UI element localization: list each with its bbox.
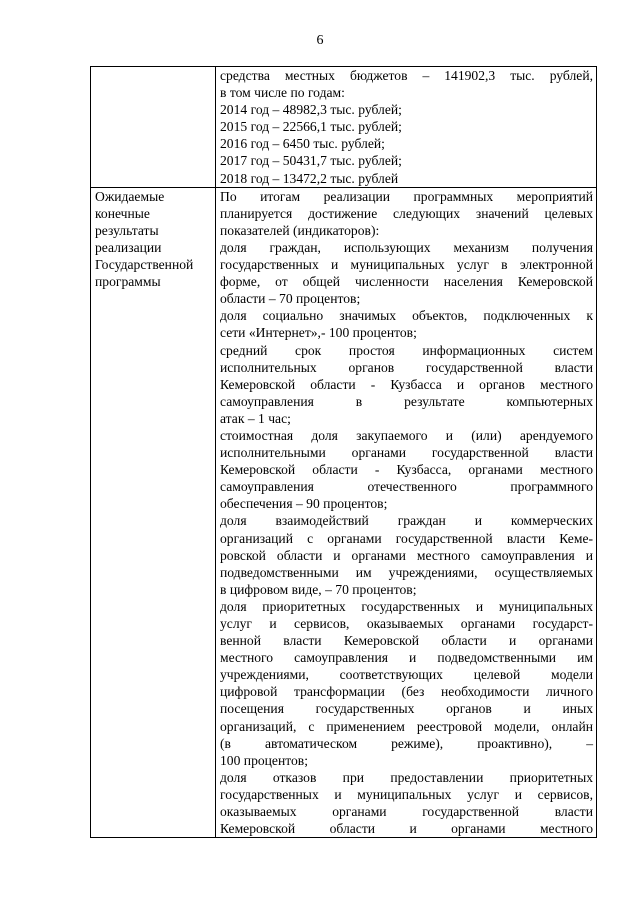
text-line: государственных и муниципальных услуг и сервисов, xyxy=(220,786,593,802)
text-line: услуг и сервисов, оказываемых органами государст- xyxy=(220,616,593,631)
text-line: 2015 год – 22566,1 тыс. рублей; xyxy=(220,119,402,135)
text-line: планируется достижение следующих значений целевых xyxy=(220,205,593,221)
text-line: доля отказов при предоставлении приоритетных xyxy=(220,769,593,785)
text-line: исполнительными органами государственной власти xyxy=(220,445,593,461)
page-number: 6 xyxy=(316,33,324,48)
text-line: посещения государственных органов и иных xyxy=(220,701,593,717)
text-line: сети «Интернет»,- 100 процентов; xyxy=(220,325,417,341)
text-line: доля взаимодействий граждан и коммерческих xyxy=(220,513,593,529)
text-line: организаций, с применением реестровой модели, онлайн xyxy=(220,718,593,734)
text-line: оказываемых органами государственной власти xyxy=(220,804,593,820)
text-line: 2018 год – 13472,2 тыс. рублей xyxy=(220,170,399,186)
text-line: форме, от общей численности населения Кемеровской xyxy=(220,274,593,290)
text-line: 2016 год – 6450 тыс. рублей; xyxy=(220,136,385,152)
text-line: самоуправления в результате компьютерных xyxy=(220,393,593,409)
text-line: местного самоуправления и подведомственными им xyxy=(220,650,593,666)
text-line: средний срок простоя информационных систем xyxy=(220,342,593,358)
text-line: области – 70 процентов; xyxy=(220,291,361,307)
text-line: атак – 1 час; xyxy=(220,410,291,426)
text-line: 2017 год – 50431,7 тыс. рублей; xyxy=(220,153,402,169)
label-line: результаты xyxy=(95,222,159,238)
text-line: в цифровом виде, – 70 процентов; xyxy=(220,581,417,597)
text-line: ровской области и органами местного самоуправления и xyxy=(220,547,593,563)
text-line: доля социально значимых объектов, подключенных к xyxy=(220,308,593,324)
label-line: Ожидаемые xyxy=(95,188,165,204)
program-passport-table xyxy=(90,66,597,838)
text-line: Кемеровской области и органами местного xyxy=(220,821,593,837)
text-line: в том числе по годам: xyxy=(220,85,345,101)
text-line: 100 процентов; xyxy=(220,752,308,768)
label-line: реализации xyxy=(95,239,162,255)
text-line: средства местных бюджетов – 141902,3 тыс. рублей, xyxy=(220,68,593,83)
row-label-cell xyxy=(91,187,216,838)
text-line: цифровой трансформации (без необходимости личного xyxy=(220,684,593,700)
table-row xyxy=(91,187,597,838)
expected-results-cell xyxy=(216,187,597,838)
text-line: Кемеровской области - Кузбасса и органов местного xyxy=(220,376,593,392)
table-row xyxy=(91,67,597,188)
text-line: Кемеровской области - Кузбасса, органами местного xyxy=(220,462,593,478)
text-line: подведомственными им учреждениями, осуществляемых xyxy=(220,564,593,580)
text-line: доля приоритетных государственных и муниципальных xyxy=(220,598,593,614)
text-line: учреждениями, соответствующих целевой модели xyxy=(220,667,593,683)
text-line: венной власти Кемеровской области и органами xyxy=(220,633,593,649)
row-label-cell xyxy=(91,67,216,188)
label-line: программы xyxy=(95,274,161,290)
text-line: (в автоматическом режиме), проактивно), – xyxy=(220,735,593,751)
label-line: конечные xyxy=(95,205,150,221)
text-line: доля граждан, использующих механизм получения xyxy=(220,239,593,255)
text-line: самоуправления отечественного программного xyxy=(220,479,593,495)
text-line: организаций с органами государственной власти Кеме- xyxy=(220,530,593,546)
text-line: 2014 год – 48982,3 тыс. рублей; xyxy=(220,102,402,118)
text-line: показателей (индикаторов): xyxy=(220,222,380,238)
funding-details-cell xyxy=(216,67,597,188)
text-line: государственных и муниципальных услуг в электронной xyxy=(220,257,593,273)
text-line: обеспечения – 90 процентов; xyxy=(220,496,388,512)
text-line: По итогам реализации программных мероприятий xyxy=(220,188,593,204)
text-line: стоимостная доля закупаемого и (или) арендуемого xyxy=(220,427,593,443)
text-line: исполнительных органов государственной власти xyxy=(220,359,593,375)
label-line: Государственной xyxy=(95,257,194,273)
